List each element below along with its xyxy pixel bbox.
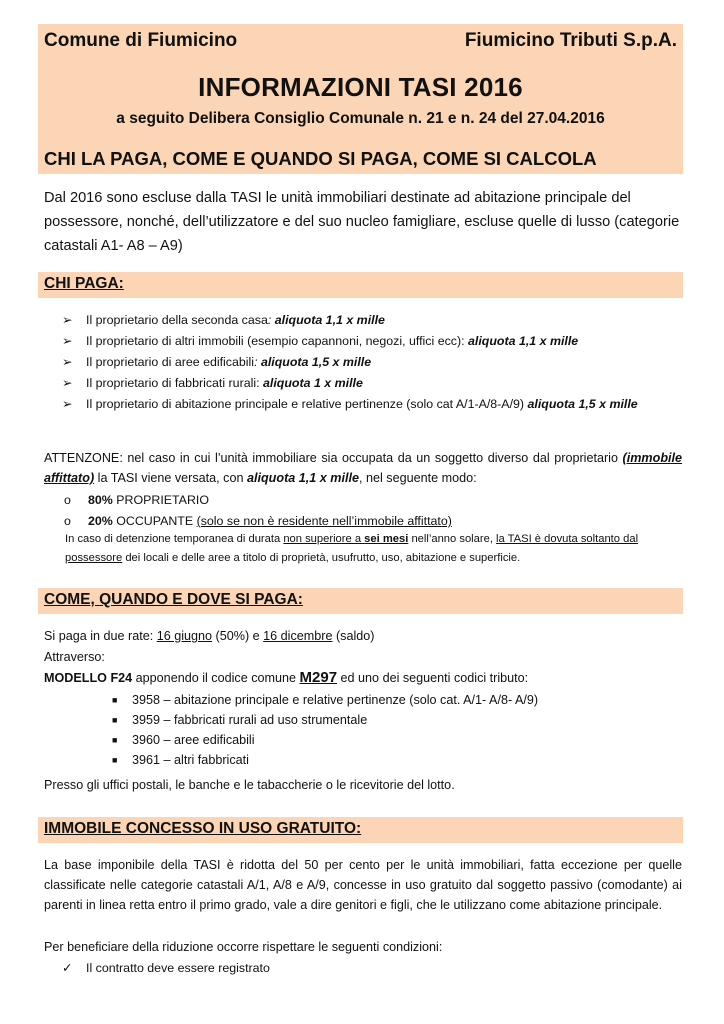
circle-bullet-icon: o [64,493,71,507]
section-chi-paga [38,272,683,298]
split-proprietario: o 80% PROPRIETARIO [64,490,674,510]
list-item: ■ 3959 – fabbricati rurali ad uso strumentale [112,710,538,730]
comune-label: Comune di Fiumicino [44,30,238,51]
list-item: ➢ Il proprietario di abitazione principale e relative pertinenze (solo cat A/1-A/8-A/9) aliquota 1,5 x mille [62,394,672,415]
gratuito-paragraph: La base imponibile della TASI è ridotta del 50 per cento per le unità immobiliari, fatta eccezione per quelle classificate nelle categorie catastali A/1, A/8 e A/9, concesse in uso gratuito dal soggetto passivo (comodante) ai parenti in linea retta entro il primo grado, vale a dire genitori e figli, che le utilizzano come abitazione principale. [44,858,682,912]
square-bullet-icon: ■ [112,735,118,745]
chi-paga-list [62,310,672,415]
page-subtitle: a seguito Delibera Consiglio Comunale n. 21 e n. 24 del 27.04.2016 [116,110,605,127]
list-item: ■ 3958 – abitazione principale e relative pertinenze (solo cat. A/1- A/8- A/9) [112,690,538,710]
arrow-bullet-icon: ➢ [62,355,73,369]
list-item: ➢ Il proprietario di aree edificabili: aliquota 1,5 x mille [62,352,672,373]
codici-tributo-list [112,690,538,770]
codice-comune: M297 [299,669,338,686]
split-occupante: o 20% OCCUPANTE (solo se non è residente nell’immobile affittato) [64,511,674,531]
section-heading: COME, QUANDO E DOVE SI PAGA: [44,591,303,608]
list-item: ■ 3960 – aree edificabili [112,730,538,750]
square-bullet-icon: ■ [112,755,118,765]
section-come-quando [38,588,683,614]
section-uso-gratuito [38,817,683,843]
list-item: ➢ Il proprietario della seconda casa: aliquota 1,1 x mille [62,310,672,331]
f24-paragraph: MODELLO F24 apponendo il codice comune M297 ed uno dei seguenti codici tributo: [44,669,529,686]
condizioni-list [62,958,672,979]
header-box [38,24,683,174]
circle-bullet-icon: o [64,514,71,528]
rate-paragraph: Si paga in due rate: 16 giugno (50%) e 16 dicembre (saldo) [44,629,375,643]
arrow-bullet-icon: ➢ [62,334,73,348]
square-bullet-icon: ■ [112,695,118,705]
list-item: ✓ Il contratto deve essere registrato [62,958,672,979]
checkmark-icon: ✓ [62,961,73,975]
attenzione-paragraph: ATTENZONE: nel caso in cui l’unità immobiliare sia occupata da un soggetto diverso dal proprietario (immobile affittato) la TASI viene versata, con aliquota 1,1 x mille, nel seguente modo: [44,451,683,485]
arrow-bullet-icon: ➢ [62,313,73,327]
section-heading: IMMOBILE CONCESSO IN USO GRATUITO: [44,820,362,837]
intro-paragraph: Dal 2016 sono escluse dalla TASI le unità immobiliari destinate ad abitazione principale del possessore, nonché, dell’utilizzatore e del suo nucleo famigliare, escluse quelle di lusso (categorie catastali A1- A8 – A9) [44,190,680,254]
arrow-bullet-icon: ➢ [62,376,73,390]
list-item: ➢ Il proprietario di altri immobili (esempio capannoni, negozi, uffici ecc): aliquota 1,1 x mille [62,331,672,352]
section-heading: CHI PAGA: [44,275,124,292]
list-item: ■ 3961 – altri fabbricati [112,750,538,770]
header-tagline: CHI LA PAGA, COME E QUANDO SI PAGA, COME SI CALCOLA [44,148,597,169]
square-bullet-icon: ■ [112,715,118,725]
arrow-bullet-icon: ➢ [62,397,73,411]
presso-paragraph: Presso gli uffici postali, le banche e le tabaccherie o le ricevitorie del lotto. [44,778,455,792]
tributi-label: Fiumicino Tributi S.p.A. [464,30,677,51]
condizioni-paragraph: Per beneficiare della riduzione occorre rispettare le seguenti condizioni: [44,940,443,954]
attraverso-label: Attraverso: [44,650,105,664]
list-item: ➢ Il proprietario di fabbricati rurali: aliquota 1 x mille [62,373,672,394]
header-row [44,30,677,52]
page-title: INFORMAZIONI TASI 2016 [198,72,523,102]
detenzione-temporanea-note: In caso di detenzione temporanea di durata non superiore a sei mesi nell’anno solare, la TASI è dovuta soltanto dal possessore dei locali e delle aree a titolo di proprietà, usufrutto, uso, abitazione e superficie. [65,533,639,564]
